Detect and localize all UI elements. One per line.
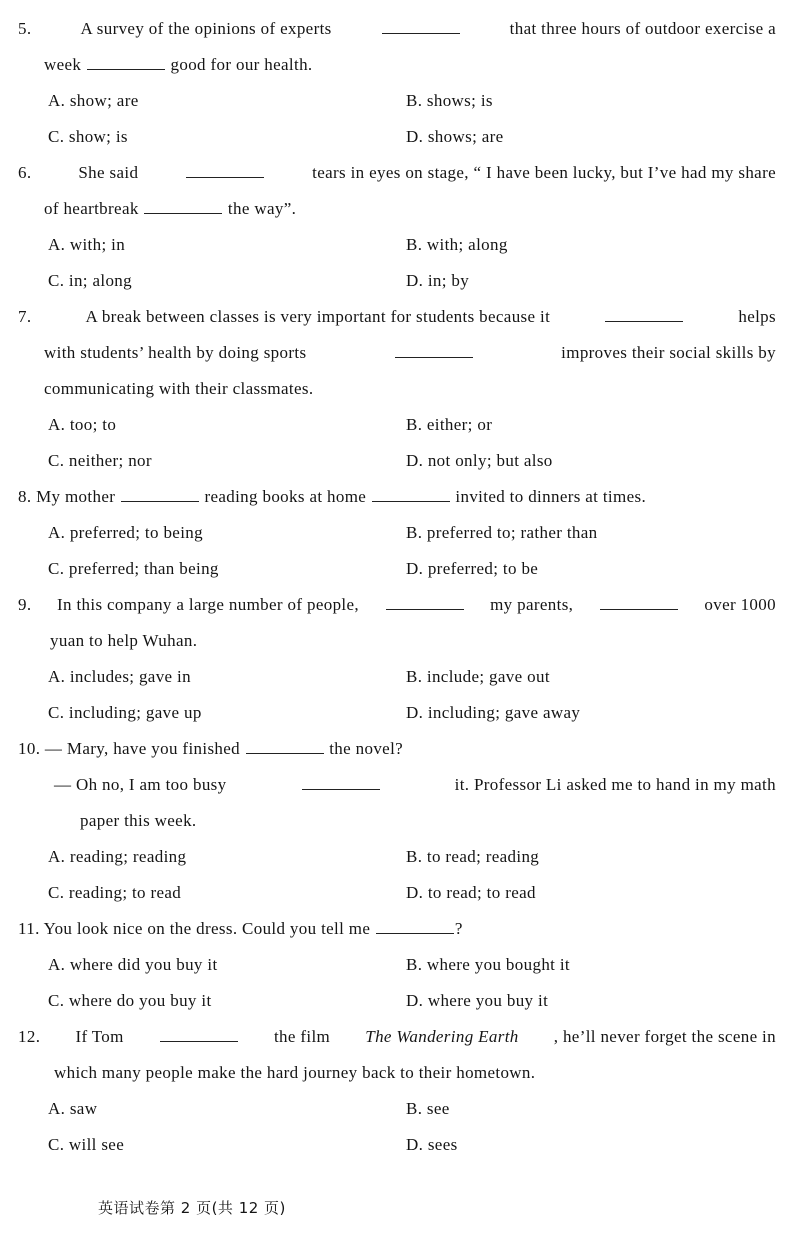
answer-blank: [382, 19, 460, 34]
option-a: A. includes; gave in: [48, 667, 191, 686]
question-7-line-2: [44, 342, 776, 364]
question-9-line-1: [18, 594, 776, 616]
question-text: — Oh no, I am too busy: [54, 775, 227, 794]
option-b: B. to read; reading: [406, 847, 540, 866]
question-text: with students’ health by doing sports: [44, 343, 307, 362]
question-text: tears in eyes on stage, “ I have been lucky, but I’ve had my share: [312, 163, 776, 182]
question-7-line-1: [18, 306, 776, 328]
answer-blank: [372, 487, 450, 502]
option-c: C. reading; to read: [48, 883, 182, 902]
film-title: The Wandering Earth: [365, 1027, 519, 1046]
question-number: 5.: [18, 19, 32, 38]
answer-blank: [144, 199, 222, 214]
answer-blank: [160, 1027, 238, 1042]
question-text: my parents,: [490, 595, 574, 614]
question-number: 11.: [18, 919, 40, 938]
option-b: B. with; along: [406, 235, 508, 254]
question-number: 8.: [18, 487, 32, 506]
question-text: reading books at home: [204, 487, 367, 506]
question-5-line-2: [44, 54, 776, 76]
option-a: A. where did you buy it: [48, 955, 218, 974]
question-text: that three hours of outdoor exercise a: [509, 19, 776, 38]
question-text: A break between classes is very important for students because it: [85, 307, 551, 326]
question-number: 12.: [18, 1027, 41, 1046]
question-9-line-2: [50, 630, 776, 652]
question-text: , he’ll never forget the scene in: [553, 1027, 776, 1046]
question-text: She said: [78, 163, 139, 182]
option-c: C. preferred; than being: [48, 559, 219, 578]
option-b: B. shows; is: [406, 91, 493, 110]
question-text: My mother: [36, 487, 116, 506]
option-b: B. see: [406, 1099, 450, 1118]
question-7-line-3: [44, 378, 776, 400]
option-b: B. either; or: [406, 415, 493, 434]
answer-blank: [386, 595, 464, 610]
question-text: improves their social skills by: [561, 343, 776, 362]
option-c: C. show; is: [48, 127, 128, 146]
option-d: D. not only; but also: [406, 451, 553, 470]
question-10-line-1: [18, 738, 776, 760]
page-footer: 英语试卷第 2 页(共 12 页): [98, 1199, 286, 1217]
question-text: — Mary, have you finished: [44, 739, 240, 758]
question-number: 6.: [18, 163, 32, 182]
option-d: D. preferred; to be: [406, 559, 539, 578]
question-text: helps: [738, 307, 776, 326]
question-text: invited to dinners at times.: [455, 487, 647, 506]
option-c: C. in; along: [48, 271, 133, 290]
question-12-line-1: [18, 1026, 776, 1048]
option-d: D. including; gave away: [406, 703, 581, 722]
question-text: communicating with their classmates.: [44, 379, 314, 398]
question-10-line-3: [80, 810, 776, 832]
answer-blank: [87, 55, 165, 70]
question-text: the novel?: [329, 739, 404, 758]
question-text: A survey of the opinions of experts: [80, 19, 332, 38]
answer-blank: [600, 595, 678, 610]
question-5-line-1: [18, 18, 776, 40]
option-a: A. saw: [48, 1099, 98, 1118]
question-text: week: [44, 55, 82, 74]
question-text: of heartbreak: [44, 199, 139, 218]
answer-blank: [302, 775, 380, 790]
option-a: A. reading; reading: [48, 847, 187, 866]
question-8-line-1: [18, 486, 776, 508]
option-d: D. shows; are: [406, 127, 504, 146]
question-text: over 1000: [704, 595, 776, 614]
option-a: A. with; in: [48, 235, 126, 254]
option-a: A. too; to: [48, 415, 117, 434]
answer-blank: [395, 343, 473, 358]
answer-blank: [376, 919, 454, 934]
option-d: D. in; by: [406, 271, 470, 290]
option-a: A. show; are: [48, 91, 139, 110]
answer-blank: [246, 739, 324, 754]
option-d: D. to read; to read: [406, 883, 536, 902]
question-11-line-1: [18, 918, 776, 940]
question-text: which many people make the hard journey back to their hometown.: [54, 1063, 536, 1082]
option-c: C. where do you buy it: [48, 991, 212, 1010]
question-number: 9.: [18, 595, 32, 614]
answer-blank: [121, 487, 199, 502]
answer-blank: [186, 163, 264, 178]
option-c: C. neither; nor: [48, 451, 152, 470]
question-text: the film: [273, 1027, 331, 1046]
question-text: paper this week.: [80, 811, 197, 830]
question-text: In this company a large number of people,: [57, 595, 360, 614]
question-text: it. Professor Li asked me to hand in my math: [454, 775, 776, 794]
option-c: C. including; gave up: [48, 703, 202, 722]
question-text: the way”.: [227, 199, 297, 218]
question-text: ?: [454, 919, 463, 938]
question-number: 7.: [18, 307, 32, 326]
question-12-line-2: [54, 1062, 776, 1084]
option-d: D. sees: [406, 1135, 458, 1154]
question-text: You look nice on the dress. Could you tell me: [43, 919, 371, 938]
option-b: B. where you bought it: [406, 955, 570, 974]
option-d: D. where you buy it: [406, 991, 549, 1010]
question-text: yuan to help Wuhan.: [50, 631, 198, 650]
question-10-line-2: [54, 774, 776, 796]
question-6-line-1: [18, 162, 776, 184]
option-c: C. will see: [48, 1135, 125, 1154]
option-b: B. include; gave out: [406, 667, 550, 686]
question-text: good for our health.: [170, 55, 313, 74]
option-a: A. preferred; to being: [48, 523, 203, 542]
question-6-line-2: [44, 198, 776, 220]
question-text: If Tom: [75, 1027, 124, 1046]
option-b: B. preferred to; rather than: [406, 523, 598, 542]
question-number: 10.: [18, 739, 41, 758]
answer-blank: [605, 307, 683, 322]
